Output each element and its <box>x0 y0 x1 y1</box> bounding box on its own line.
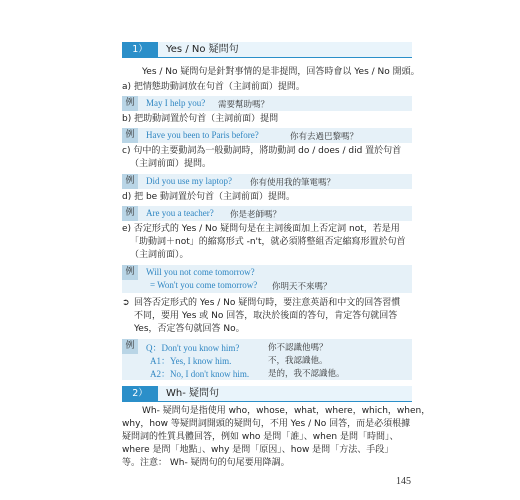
rule-c-line2: （主詞前面）提問。 <box>130 159 212 169</box>
example-tag: 例 <box>122 265 138 280</box>
example-a <box>122 96 412 111</box>
rule-e-line2: 「助動詞＋not」的縮寫形式 -n't，就必須將整組否定縮寫形置於句首 <box>130 237 406 247</box>
section-header-wh <box>122 386 412 402</box>
example-english: Did you use my laptop? <box>146 176 232 186</box>
wh-paragraph-line5: 等。注意： Wh- 疑問句的句尾要用降調。 <box>122 458 290 468</box>
section-title: Wh- 疑問句 <box>166 388 220 399</box>
section-title: Yes / No 疑問句 <box>166 44 239 55</box>
example-d <box>122 206 412 221</box>
question-chinese: 你不認識他嗎？ <box>268 343 328 353</box>
example-c <box>122 174 412 189</box>
rule-a: a) 把情態助動詞放在句首（主詞前面）提問。 <box>122 82 305 92</box>
example-b <box>122 128 412 143</box>
intro-text: Yes / No 疑問句是針對事情的是非提問，回答時會以 Yes / No 開頭。 <box>142 67 420 77</box>
answer1-chinese: 不，我認識他。 <box>268 356 328 366</box>
rule-e-line1: e) 否定形式的 Yes / No 疑問句是在主詞後面加上否定詞 not，若是用 <box>122 224 400 234</box>
answer2-english: A2：No, I don't know him. <box>150 369 250 379</box>
example-chinese: 需要幫助嗎？ <box>218 100 270 110</box>
rule-d: d) 把 be 動詞置於句首（主詞前面）提問。 <box>122 192 296 202</box>
answer2-chinese: 是的，我不認識他。 <box>268 369 345 379</box>
note-line3: Yes，否定答句就回答 No。 <box>134 324 245 334</box>
example-tag: 例 <box>122 128 138 143</box>
example-chinese: 你有去過巴黎嗎？ <box>290 132 359 142</box>
example-english: Have you been to Paris before? <box>146 130 259 140</box>
example-f <box>122 339 412 380</box>
rule-e-line3: （主詞前面）。 <box>130 250 189 260</box>
example-tag: 例 <box>122 339 138 354</box>
example-english: Will you not come tomorrow? <box>146 267 255 277</box>
wh-paragraph-line4: where 是問「地點」、why 是問「原因」、how 是問「方法、手段」 <box>122 445 394 455</box>
note-line2: 不同，要用 Yes 或 No 回答，取決於後面的答句，肯定答句就回答 <box>134 311 398 321</box>
answer1-english: A1：Yes, I know him. <box>150 356 232 366</box>
example-tag: 例 <box>122 174 138 189</box>
example-e <box>122 265 412 293</box>
wh-paragraph-line3: 疑問詞的性質具體回答，例如 who 是問「誰」、when 是問「時間」、 <box>122 432 399 442</box>
example-chinese: 你明天不來嗎？ <box>272 282 332 292</box>
rule-c-line1: c) 句中的主要動詞為一般動詞時，將助動詞 do / does / did 置於句首 <box>122 146 402 156</box>
note-line1: 回答否定形式的 Yes / No 疑問句時，要注意英語和中文的回答習慣 <box>134 298 401 308</box>
example-chinese: 你有使用我的筆電嗎？ <box>250 178 336 188</box>
section-header-yes-no <box>122 42 412 58</box>
section-number: 2） <box>122 386 158 401</box>
example-english: Are you a teacher? <box>146 208 214 218</box>
example-tag: 例 <box>122 206 138 221</box>
question-english: Q：Don't you know him? <box>146 343 240 353</box>
section-number: 1） <box>122 42 158 57</box>
example-english: May I help you? <box>146 98 206 108</box>
example-english-alt: = Won't you come tomorrow? <box>150 280 258 290</box>
rule-b: b) 把助動詞置於句首（主詞前面）提問 <box>122 114 279 124</box>
page-number: 145 <box>396 476 411 487</box>
wh-paragraph-line2: why，how 等疑問詞開頭的疑問句，不用 Yes / No 回答，而是必須根據 <box>122 419 411 429</box>
wh-paragraph-line1: Wh- 疑問句是指使用 who，whose，what，where，which，when， <box>142 406 431 416</box>
example-chinese: 你是老師嗎？ <box>230 210 282 220</box>
example-tag: 例 <box>122 96 138 111</box>
arrow-icon: ➲ <box>122 298 130 308</box>
